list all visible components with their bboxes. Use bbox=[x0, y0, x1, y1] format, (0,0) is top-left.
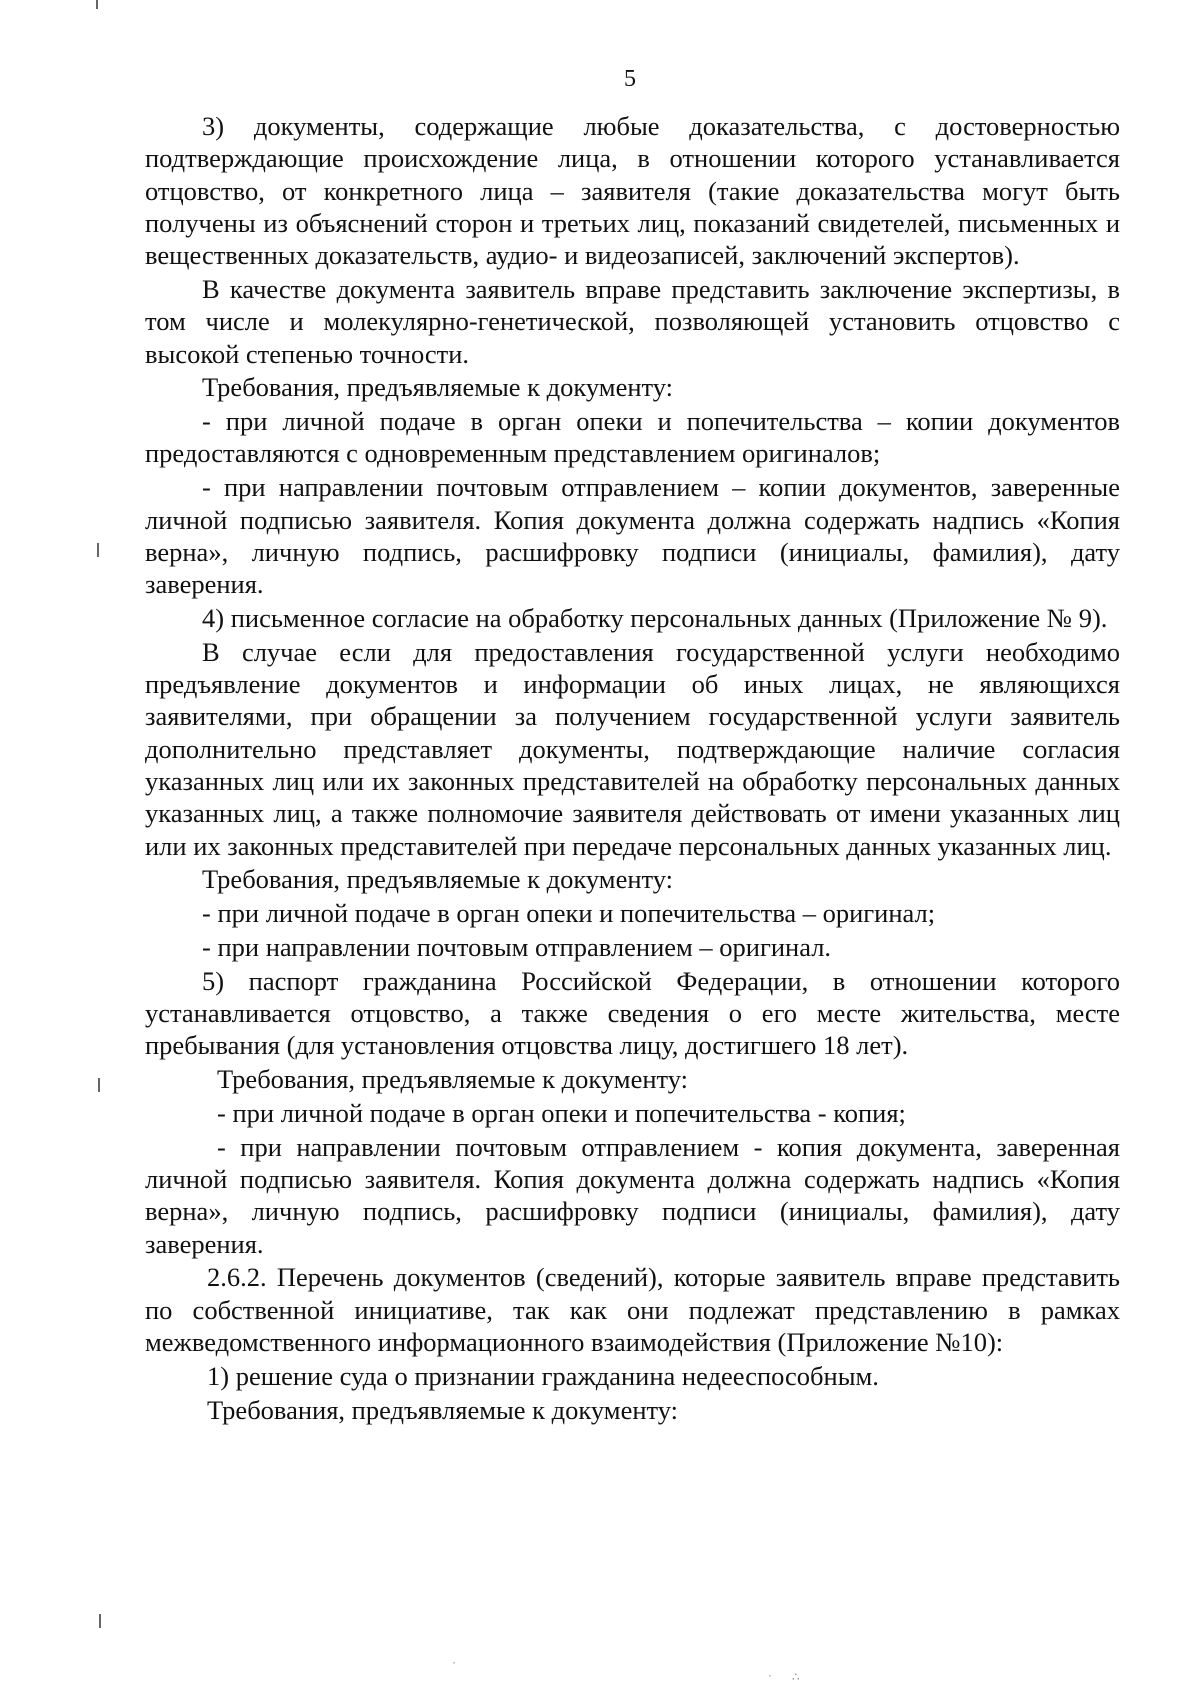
scan-mark bbox=[97, 543, 99, 557]
paragraph-requirements-heading: Требования, предъявляемые к документу: bbox=[202, 372, 674, 403]
paragraph-requirement-personal: - при личной подаче в орган опеки и попечительства - копия; bbox=[217, 1097, 906, 1128]
scan-mark bbox=[98, 1078, 100, 1092]
scan-mark bbox=[96, 0, 98, 9]
paragraph-requirements-heading: Требования, предъявляемые к документу: bbox=[217, 1064, 689, 1095]
scan-speck: · bbox=[768, 1668, 772, 1682]
scan-speck: · bbox=[452, 1655, 456, 1669]
scan-mark bbox=[99, 1614, 101, 1628]
paragraph-item-5: 5) паспорт гражданина Российской Федерации, в отношении которого устанавливается отцовство, а также сведения о его месте жительства, месте пребывания (для установления отцовства лицу, достигшего 18 лет). bbox=[145, 965, 1120, 1061]
paragraph-section-2-6-2: 2.6.2. Перечень документов (сведений), которые заявитель вправе представить по собственной инициативе, так как они подлежат представлению в рамках межведомственного информационного взаимодействия (Приложение №10): bbox=[145, 1262, 1120, 1357]
page-number: 5 bbox=[624, 66, 636, 92]
paragraph-item-4: 4) письменное согласие на обработку персональных данных (Приложение № 9). bbox=[202, 602, 1108, 633]
paragraph-requirements-heading: Требования, предъявляемые к документу: bbox=[202, 864, 674, 895]
paragraph-other-persons: В случае если для предоставления государственной услуги необходимо предъявление документов и информации об иных лицах, не являющихся заявителями, при обращении за получением государственной услуги заявитель дополнительно представляет документы, подтверждающие наличие согласия указанных лиц или их законных представителей на обработку персональных данных указанных лиц, а также полномочие заявителя действовать от имени указанных лиц или их законных представителей при передаче персональных данных указанных лиц. bbox=[145, 636, 1120, 861]
scan-speck: ∴ bbox=[792, 1670, 800, 1684]
paragraph-item-3: 3) документы, содержащие любые доказательства, с достоверностью подтверждающие происхождение лица, в отношении которого устанавливается отцовство, от конкретного лица – заявителя (такие доказательства могут быть получены из объяснений сторон и третьих лиц, показаний свидетелей, письменных и вещественных доказательств, аудио- и видеозаписей, заключений экспертов). bbox=[145, 111, 1120, 271]
paragraph-court-decision: 1) решение суда о признании гражданина недееспособным. bbox=[207, 1360, 879, 1391]
paragraph-expertise: В качестве документа заявитель вправе представить заключение экспертизы, в том числе и молекулярно-генетической, позволяющей установить отцовство с высокой степенью точности. bbox=[145, 273, 1120, 369]
paragraph-requirement-postal: - при направлении почтовым отправлением – оригинал. bbox=[202, 931, 832, 962]
paragraph-requirement-postal: - при направлении почтовым отправлением - копия документа, заверенная личной подписью заявителя. Копия документа должна содержать надпись «Копия верна», личную подпись, расшифровку подписи (инициалы, фамилия), дату заверения. bbox=[145, 1131, 1120, 1259]
paragraph-requirement-postal: - при направлении почтовым отправлением – копии документов, заверенные личной подписью заявителя. Копия документа должна содержать надпись «Копия верна», личную подпись, расшифровку подписи (инициалы, фамилия), дату заверения. bbox=[145, 472, 1120, 600]
paragraph-requirement-personal: - при личной подаче в орган опеки и попечительства – копии документов предоставляются с одновременным представлением оригиналов; bbox=[145, 406, 1120, 469]
paragraph-requirement-personal: - при личной подаче в орган опеки и попечительства – оригинал; bbox=[202, 898, 936, 929]
paragraph-requirements-heading: Требования, предъявляемые к документу: bbox=[207, 1394, 679, 1425]
document-body bbox=[145, 110, 1120, 1427]
